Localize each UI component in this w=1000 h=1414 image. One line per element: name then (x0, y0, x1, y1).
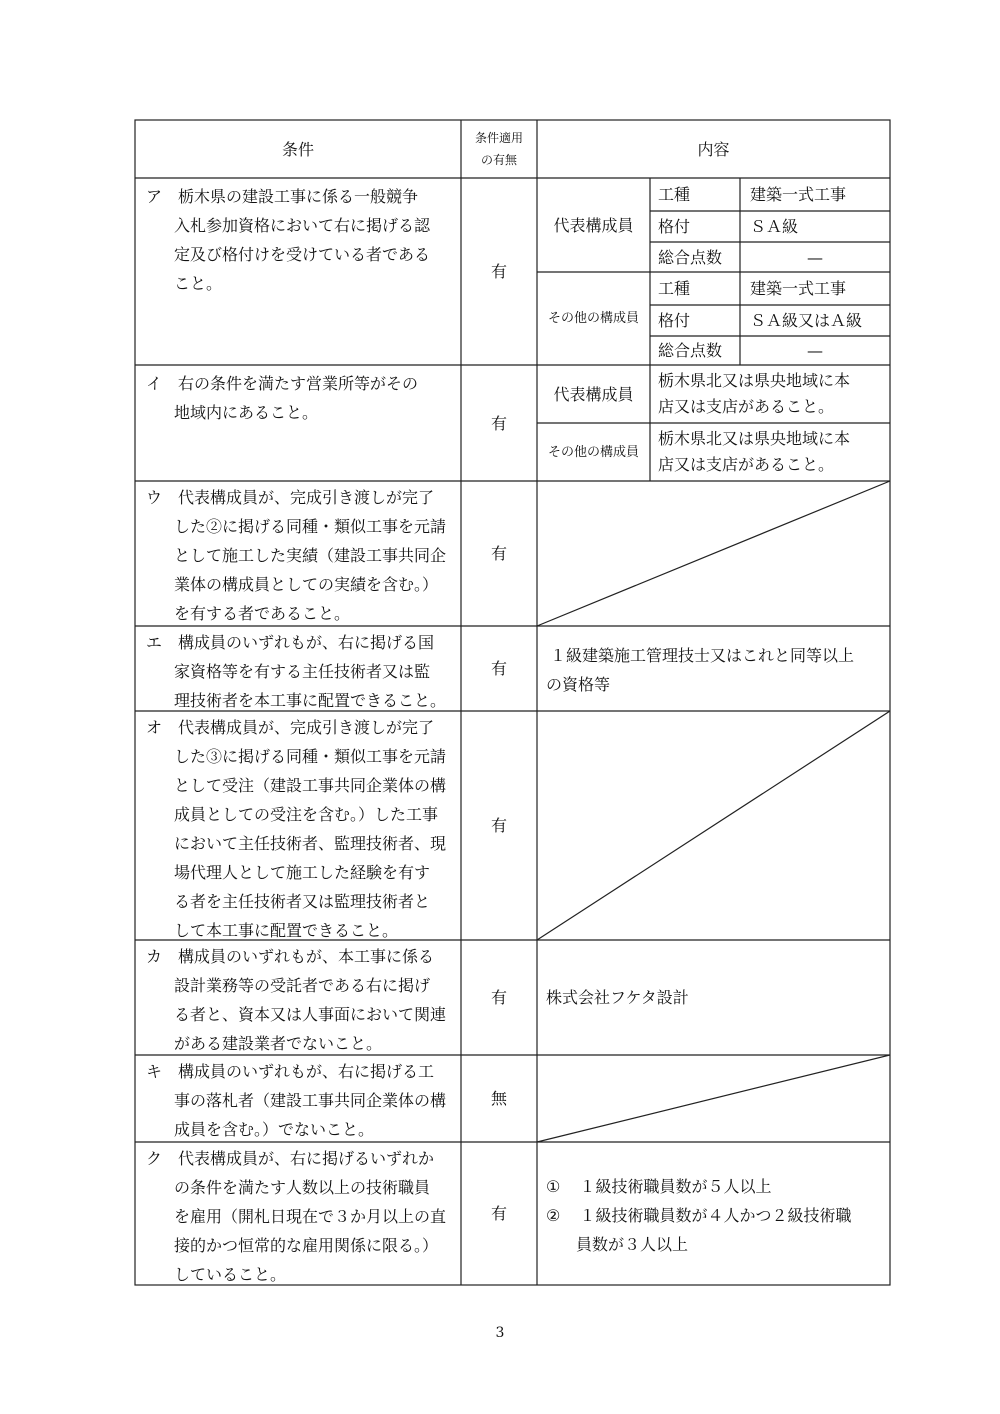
row-a-rep-key (658, 178, 740, 211)
row-o-line: として受注（建設工事共同企業体の構 (174, 776, 447, 795)
row-a-rep-label (537, 178, 650, 272)
row-a-rep-value (750, 211, 890, 242)
row-a-rep-key-text: 総合点数 (658, 247, 723, 267)
row-a-line: 定及び格付けを受けている者である (174, 245, 431, 264)
row-o-line: 成員としての受注を含む。）した工事 (174, 805, 439, 824)
row-i-condition (146, 369, 458, 427)
row-u-applicable-text: 有 (490, 544, 507, 563)
row-e-content-line: １級建築施工管理技士又はこれと同等以上 (550, 646, 855, 665)
row-a-rep-value (750, 178, 890, 211)
row-a-rep-value-text: ＳＡ級 (750, 217, 799, 236)
row-u-line: した②に掲げる同種・類似工事を元請 (174, 517, 447, 536)
row-ku-item-mark: ② (546, 1206, 561, 1225)
row-ku-line: ク 代表構成員が、右に掲げるいずれか (146, 1149, 435, 1168)
row-i-applicable (461, 365, 537, 481)
row-a-other-label (537, 272, 650, 365)
header-applicable-line1: 条件適用 (474, 131, 523, 145)
row-ka-content (546, 940, 886, 1055)
row-ku-item-text: １級技術職員数が４人かつ２級技術職 (579, 1206, 852, 1225)
row-ka-line: カ 構成員のいずれもが、本工事に係る (146, 947, 435, 966)
row-ka-line: 設計業務等の受託者である右に掲げ (174, 976, 431, 995)
row-i-other-line: 栃木県北又は県央地域に本 (658, 429, 851, 448)
row-a-line: 入札参加資格において右に掲げる認 (174, 216, 431, 235)
row-a-line: こと。 (174, 274, 223, 293)
header-content-text: 内容 (697, 139, 730, 159)
row-i-applicable-text: 有 (490, 413, 507, 433)
row-a-rep-value-text: — (807, 247, 823, 267)
row-e-line: 理技術者を本工事に配置できること。 (174, 691, 447, 710)
row-a-condition (146, 182, 458, 298)
row-e-applicable (461, 626, 537, 711)
row-a-other-value-text: 建築一式工事 (750, 279, 847, 298)
row-a-rep-label-text: 代表構成員 (553, 215, 634, 235)
row-a-other-key-text: 工種 (658, 279, 691, 298)
row-i-rep-line: 店又は支店があること。 (658, 397, 835, 416)
row-i-other-text (658, 426, 888, 478)
row-a-rep-key (658, 242, 740, 272)
row-u-line: 業体の構成員としての実績を含む。） (174, 575, 439, 594)
row-a-other-label-text: その他の構成員 (547, 311, 639, 326)
row-u-condition (146, 483, 458, 628)
row-o-line: 場代理人として施工した経験を有す (174, 863, 431, 882)
row-ka-content-text: 株式会社フケタ設計 (546, 988, 689, 1007)
row-ki-applicable (461, 1055, 537, 1142)
row-i-line: 地域内にあること。 (174, 403, 319, 422)
row-a-other-value (750, 272, 890, 305)
row-ku-item-mark: ① (546, 1177, 561, 1196)
row-a-rep-key-text: 格付 (658, 217, 691, 236)
row-ka-applicable (461, 940, 537, 1055)
row-ku-item (546, 1172, 886, 1201)
row-ku-applicable (461, 1142, 537, 1285)
row-o-line: において主任技術者、監理技術者、現 (174, 834, 447, 853)
row-ku-condition (146, 1144, 458, 1289)
row-a-other-key (658, 272, 740, 305)
row-i-rep-label-text: 代表構成員 (553, 384, 634, 404)
row-u-line: として施工した実績（建設工事共同企 (174, 546, 447, 565)
row-i-line: イ 右の条件を満たす営業所等がその (146, 374, 419, 393)
row-e-applicable-text: 有 (490, 659, 507, 678)
row-u-line: を有する者であること。 (174, 604, 351, 623)
row-ka-applicable-text: 有 (490, 988, 507, 1007)
row-a-line: ア 栃木県の建設工事に係る一般競争 (146, 187, 419, 206)
row-a-applicable (461, 178, 537, 365)
row-o-line: した③に掲げる同種・類似工事を元請 (174, 747, 447, 766)
row-e-content-line: の資格等 (546, 675, 611, 694)
row-a-other-key (658, 305, 740, 336)
row-i-other-line: 店又は支店があること。 (658, 455, 835, 474)
row-o-applicable (461, 711, 537, 940)
row-ku-line: 接的かつ恒常的な雇用関係に限る。） (174, 1236, 439, 1255)
row-ka-line: がある建設業者でないこと。 (174, 1034, 383, 1053)
row-a-rep-value (740, 242, 890, 272)
row-ku-item-text: 員数が３人以上 (576, 1235, 689, 1254)
row-ku-line: を雇用（開札日現在で３か月以上の直 (174, 1207, 447, 1226)
row-o-line: オ 代表構成員が、完成引き渡しが完了 (146, 718, 435, 737)
row-a-rep-key-text: 工種 (658, 185, 691, 204)
row-i-other-label (537, 423, 650, 481)
row-ku-item-text: １級技術職員数が５人以上 (579, 1177, 772, 1196)
row-o-applicable-text: 有 (490, 816, 507, 835)
row-a-other-value-text: ＳＡ級又はＡ級 (750, 311, 863, 330)
row-o-condition (146, 713, 458, 945)
header-applicable (461, 120, 537, 178)
row-i-other-label-text: その他の構成員 (547, 444, 639, 460)
row-i-rep-label (537, 365, 650, 423)
page-number: 3 (495, 1325, 505, 1341)
row-a-rep-value-text: 建築一式工事 (750, 185, 847, 204)
row-ku-applicable-text: 有 (490, 1204, 507, 1223)
row-a-other-key-text: 格付 (658, 311, 691, 330)
row-o-line: して本工事に配置できること。 (174, 921, 399, 940)
row-a-other-value-text: — (807, 341, 823, 360)
row-u-applicable (461, 481, 537, 626)
row-ku-content (546, 1172, 886, 1259)
row-a-other-key-text: 総合点数 (658, 341, 723, 360)
row-e-condition (146, 628, 458, 715)
row-a-applicable-text: 有 (490, 262, 507, 281)
row-e-line: 家資格等を有する主任技術者又は監 (174, 662, 431, 681)
row-ka-condition (146, 942, 458, 1058)
row-ku-line: の条件を満たす人数以上の技術職員 (174, 1178, 431, 1197)
row-ku-item (546, 1201, 886, 1230)
row-a-other-value (750, 305, 890, 336)
header-content (537, 120, 890, 178)
row-e-line: エ 構成員のいずれもが、右に掲げる国 (146, 633, 435, 652)
row-ki-line: キ 構成員のいずれもが、右に掲げる工 (146, 1062, 435, 1081)
row-u-line: ウ 代表構成員が、完成引き渡しが完了 (146, 488, 435, 507)
header-condition-text: 条件 (281, 139, 314, 159)
row-ki-line: 成員を含む。）でないこと。 (174, 1120, 375, 1139)
row-i-rep-line: 栃木県北又は県央地域に本 (658, 371, 851, 390)
row-ka-line: る者と、資本又は人事面において関連 (174, 1005, 447, 1024)
row-ki-line: 事の落札者（建設工事共同企業体の構 (174, 1091, 447, 1110)
row-o-line: る者を主任技術者又は監理技術者と (174, 892, 431, 911)
row-ki-applicable-text: 無 (490, 1089, 507, 1108)
row-ku-line: していること。 (174, 1265, 287, 1284)
row-i-rep-text (658, 368, 888, 420)
row-a-rep-key (658, 211, 740, 242)
header-condition (135, 120, 461, 178)
row-a-other-key (658, 336, 740, 365)
row-a-other-value (740, 336, 890, 365)
header-applicable-line2: の有無 (480, 153, 517, 167)
row-e-content (546, 641, 886, 699)
row-ki-condition (146, 1057, 458, 1144)
